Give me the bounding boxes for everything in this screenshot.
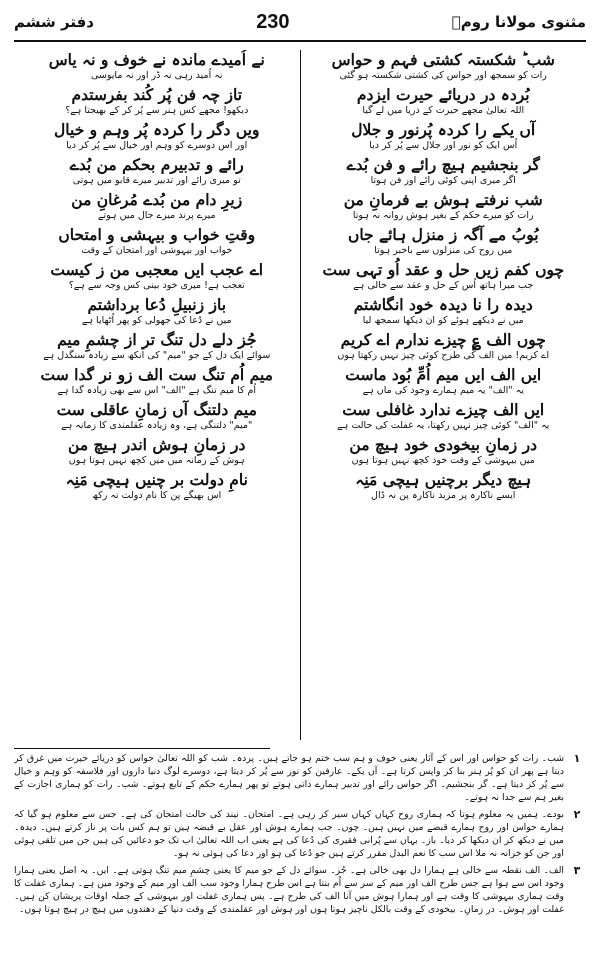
translation-line: میں بیہوشی کے وقت خود کچھ نہیں ہوتا ہوں (351, 455, 535, 466)
verse-line: جُز دلے دل تنگ تر از چشمِ میم (57, 330, 257, 349)
translation-line: اے کریم! میں الف کی طرح کوئی چیز نہیں رکھتا ہوں (337, 350, 550, 361)
verse-line: در زمانِ بیخودی خود ہیچ من (349, 435, 538, 454)
verse-line: اے عجب ایں معجبی من ز کیست (50, 260, 264, 279)
translation-line: ایسے ناکارہ پر مزید ناکارہ پن نہ ڈال (371, 490, 516, 501)
verse-line: ویں دگر را کردہ پُر وہم و خیال (54, 120, 260, 139)
translation-line: میں نے دُعا کی جھولی کو پھر اُٹھایا ہے (81, 315, 232, 326)
footnote-text: شب۔ رات کو حواس اور اس کے آثار یعنی خوف و ہم سب ختم ہو جاتے ہیں۔ پردہ۔ شب کو اللہ تعالیٰ حواس کو دریائے حیرت میں غرق کر دیتا ہے پھر ان کو پُر ہنر بنا کر واپس کرتا ہے۔ آں یکے۔ عارفین کو نور سے پُر کر دیتا ہے، دوسرے لوگ دنیا داروں اور فلاسفہ کو وہم و خیال سے پُر کر دیتا ہے۔ گر بنجشیم۔ اگر حواس رائے اور تدبیر ہمارے ذاتی ہوتے تو پھر ہمارے حکم کے تابع ہوتے۔ شب۔ رات کو ہماری اجازت کے بغیر ہم سے جدا نہ ہوتے۔ (14, 753, 564, 803)
verse-line: میم دلتنگ آں زمانِ عاقلی ست (56, 400, 257, 419)
translation-line: ہوش کے زمانہ میں میں کچھ نہیں ہوتا ہوں (68, 455, 245, 466)
translation-line: میں نے دیکھے ہوئے کو ان دیکھا سمجھ لیا (362, 315, 524, 326)
translation-line: تو میری رائے اور تدبیر میرے قابو میں ہوتی (72, 175, 241, 186)
verse-line: گر بنجشیم ہیچ رائے و فن بُدے (346, 155, 540, 174)
translation-line: سوائے ایک دل کے جو "میم" کی آنکھ سے زیادہ سنگدل ہے (43, 350, 271, 361)
column-divider (300, 50, 301, 740)
verse-line: ہیچ دیگر برچنیں ہیچی مَنِہ (355, 470, 532, 489)
translation-line: اُس ایک کو نور اور جلال سے پُر کر دیا (369, 140, 518, 151)
verse-line: زیرِ دام من بُدے مُرغانِ من (71, 190, 243, 209)
translation-line: "میم" دلتنگی ہے، وہ زیادہ عقلمندی کا زمانہ ہے (61, 420, 253, 431)
translation-line: نہ اُمید رہی نہ ڈر اور نہ مایوسی (91, 70, 223, 81)
translation-line: دیکھو! مجھے کس ہنر سے پُر کر کے بھیجتا ہے؟ (65, 105, 249, 116)
header-rule (14, 40, 586, 42)
verse-line: بُوبُ مے آگہ ز منزل ہائے جاں (347, 225, 539, 244)
left-column (14, 50, 300, 740)
verse-line: رائے و تدبیرم بحکم من بُدے (69, 155, 244, 174)
translation-line: اس بھیگے پن کا نام دولت نہ رکھ (92, 490, 222, 501)
verse-line: ایں الف ایں میم اُمِّ بُود ماست (345, 365, 542, 384)
volume-label: دفتر ششم (14, 13, 94, 31)
footnote-rule (14, 748, 270, 749)
page-header (14, 8, 586, 36)
verse-line: باز زنبیلِ دُعا برداشتم (87, 295, 227, 314)
footnote (14, 808, 590, 860)
footnotes (14, 752, 590, 965)
verse-line: شب ؕ شکستہ کشتی فہم و حواس (331, 50, 555, 69)
translation-line: اُم کا میم تنگ ہے "الف" اس سے بھی زیادہ گدا ہے (57, 385, 257, 396)
footnote-number: ۱ (573, 752, 581, 765)
translation-line: اگر میری اپنی کوئی رائے اور فن ہوتا (370, 175, 516, 186)
verse-line: آں یکے را کردہ پُرنور و جلال (351, 120, 536, 139)
book-title: مثنوی مولانا رومؒ (451, 13, 586, 31)
translation-line: جب میرا ہاتھ اُس کے حل و عقد سے خالی ہے (353, 280, 534, 291)
footnote-text: بودے۔ ہمیں یہ معلوم ہوتا کہ ہماری روح کہاں کہاں سیر کر رہی ہے۔ امتحان۔ نیند کی حالت امتحان کی ہے۔ جس سے معلوم ہو گیا کہ ہمارے حواس اور روح ہمارے قبضے میں نہیں ہیں۔ چوں۔ جب ہمارے ہوش اور عقل بے قبضہ ہیں تو ہم کس بات پر ناز کرتے ہیں۔ دیدہ۔ میں نے دیکھ کر ان دیکھا کر دیا۔ باز۔ یہاں سے پُرانی فقیری کی دُعا کی ہے یعنی اب اللہ تعالیٰ اب تک جو دعائیں کی ہیں جن میں تلقی ہوئی اور جن کو خزانہ نہ ملا اس سب کا نعم البدل مقرر کرتے ہیں جو دُعا کی ہو اور دعا کی ہوئی نہ ہو۔ (14, 809, 564, 859)
verse-line: چوں الف ؏ چیزے ندارم اے کریم (340, 330, 546, 349)
footnote (14, 752, 590, 804)
footnote-number: ۳ (573, 864, 581, 877)
verse-line: نے اُمیدے ماندہ نے خوف و نہ یاس (48, 50, 265, 69)
translation-line: میں روح کی منزلوں سے باخبر ہوتا (374, 245, 513, 256)
translation-line: رات کو سمجھ اور حواس کی کشتی شکستہ ہو گئی (339, 70, 547, 81)
verse-line: وقتِ خواب و بیہشی و امتحاں (58, 225, 256, 244)
right-column (301, 50, 587, 740)
verse-line: ایں الف چیزے ندارد غافلی ست (342, 400, 545, 419)
footnote-number: ۲ (573, 808, 581, 821)
page-number: 230 (256, 10, 290, 33)
footnote-text: الف۔ الف نقطہ سے خالی ہے ہمارا دل بھی خالی ہے۔ جُز۔ سوائے دل کے جو میم کا یعنی چشمِ میم تنگ ہوتی ہے۔ ایں۔ یہ اصل یعنی ہمارا وجود اس سے ہوا ہے جس طرح الف اور میم کے سر سے اُم بنتا ہے اس طرح ہمارا وجود سب الف اور میم کے وجود میں ہے۔ ہماری غفلت کا وقت ہماری بیہوشی کا وقت ہے اور ہمارا ہوش میں آنا الف کی طرح ہے۔ پس ہماری غفلت اور بیہوشی کے جملہ اوقات پریشان کن ہیں۔ غفلت اور ہوش۔ در زمانِ۔ بیخودی کے وقت بالکل ناچیز ہوتا ہوں اور ہوش اور عقلمندی کے وقت دنیا کے دھندوں میں ہیچ در ہیچ ہوتا ہوں۔ (14, 865, 564, 915)
translation-line: تعجب ہے! میری خود بینی کس وجہ سے ہے؟ (68, 280, 245, 291)
translation-line: رات کو میرے حکم کے بغیر ہوش روانہ نہ ہوتا (352, 210, 534, 221)
verse-line: تاز چہ فن پُر کُند بفرستدم (71, 85, 243, 104)
verse-line: در زمانِ ہوش اندر ہیچ من (68, 435, 246, 454)
translation-line: یہ "الف" کوئی چیز نہیں رکھتا، یہ غفلت کی حالت ہے (337, 420, 550, 431)
translation-line: اللہ تعالیٰ مجھے حیرت کے دریا میں لے گیا (362, 105, 525, 116)
verse-line: چوں کفم زیں حل و عقد اُو تہی ست (322, 260, 565, 279)
footnote (14, 864, 590, 916)
translation-line: خواب اور بیہوشی اور امتحان کے وقت (81, 245, 233, 256)
verse-line: بُردہ در دریائے حیرت ایزدم (356, 85, 530, 104)
translation-line: اور اس دوسرے کو وہم اور خیال سے پُر کر دیا (66, 140, 248, 151)
verse-line: میم اُم تنگ ست الف زو نر گدا ست (40, 365, 273, 384)
translation-line: میرے پرند میرے جال میں ہوتے (97, 210, 216, 221)
verse-columns (14, 50, 586, 740)
verse-line: دیدہ را نا دیدہ خود انگاشتم (353, 295, 533, 314)
verse-line: شب نرفتے ہوش بے فرمانِ من (343, 190, 543, 209)
verse-line: نامِ دولت بر چنیں ہیچی مَنِہ (65, 470, 248, 489)
translation-line: یہ "الف" یہ میم ہمارے وجود کی ماں ہے (362, 385, 524, 396)
